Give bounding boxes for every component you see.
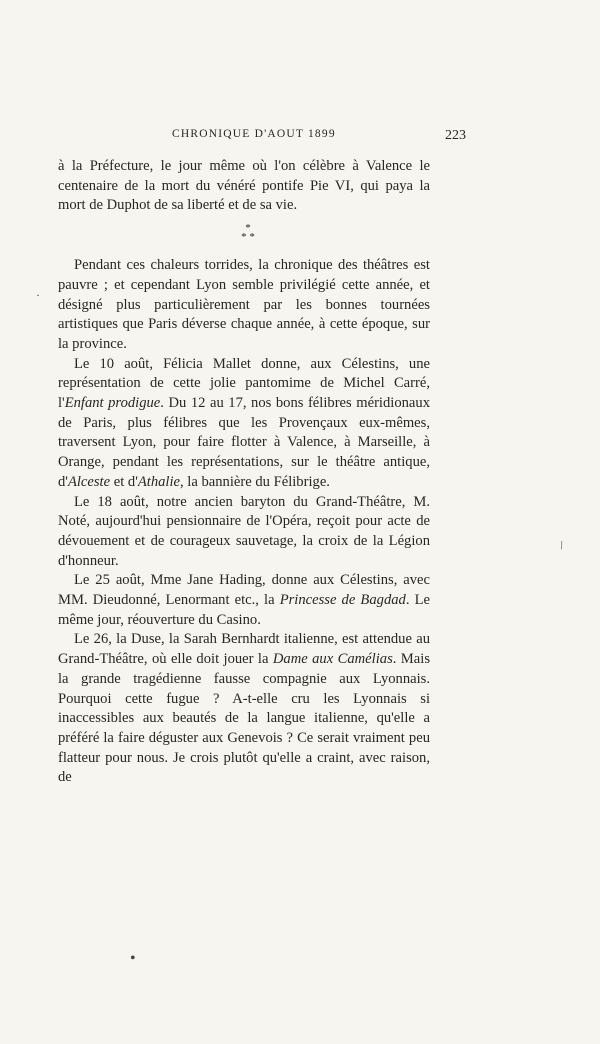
page-header (148, 128, 466, 148)
paragraph-theatres: Pendant ces chaleurs torrides, la chronique des théâtres est pauvre ; et cependant Lyon semble privilégié cette année, et désigné plus particulièrement par les bonnes tournées artistiques que Paris déverse chaque année, à cette époque, sur la province. (58, 257, 430, 352)
margin-speck: · (36, 288, 40, 302)
title-enfant-prodigue: Enfant prodigue (64, 395, 161, 412)
paragraph-26-aout (58, 630, 430, 788)
title-alceste: Alceste (67, 473, 111, 490)
text-run: . Le même jour, réouverture du Casino. (58, 592, 430, 628)
text-run: , la bannière du Félibrige. (180, 473, 330, 490)
page-number: 223 (445, 128, 466, 143)
asterism-separator (58, 224, 430, 242)
margin-speck: • (130, 950, 136, 967)
title-dame-aux-camelias: Dame aux Camélias (272, 651, 393, 668)
text-run: et d' (110, 473, 138, 490)
text-run: . Mais la grande tragédienne fausse compagnie aux Lyonnais. Pourquoi cette fugue ? A-t-elle cru les Lyonnais si inaccessibles aux beautés de la langue italienne, qu'elle a préféré la faire déguster aux Genevois ? Ce serait vraiment peu flatteur pour nous. Je crois plutôt qu'elle a craint, avec raison, de (58, 651, 430, 786)
text-run: . Du 12 au 17, nos bons félibres méridionaux de Paris, plus félibres que les Provençaux eux-mêmes, traversent Lyon, pour faire flotter à Valence, à Marseille, à Orange, pendant les représentations, sur le théâtre antique, d' (58, 395, 430, 490)
running-head: CHRONIQUE D'AOUT 1899 (172, 128, 336, 140)
body-text (58, 157, 430, 788)
paragraph-10-aout (58, 355, 430, 493)
title-athalie: Athalie (137, 473, 180, 490)
text-run: Le 25 août, Mme Jane Hading, donne aux Célestins, avec MM. Dieudonné, Lenormant etc., la (58, 572, 430, 609)
paragraph-18-aout: Le 18 août, notre ancien baryton du Grand-Théâtre, M. Noté, aujourd'hui pensionnaire de l'Opéra, reçoit pour acte de dévouement et de courageux sauvetage, la croix de la Légion d'honneur. (58, 493, 430, 569)
paragraph-25-aout (58, 571, 430, 630)
text-run: Le 10 août, Félicia Mallet donne, aux Célestins, une représentation de cette jolie pantomime de Michel Carré, l' (58, 355, 430, 412)
margin-speck: \ (557, 537, 566, 553)
text-run: Le 26, la Duse, la Sarah Bernhardt italienne, est attendue au Grand-Théâtre, où elle doit jouer la (58, 631, 430, 668)
asterism-top: * (245, 222, 251, 235)
title-princesse-de-bagdad: Princesse de Bagdad (279, 592, 406, 609)
paragraph-continuation: à la Préfecture, le jour même où l'on célèbre à Valence le centenaire de la mort du vénéré pontife Pie VI, qui paya la mort de Duphot de sa liberté et de sa vie. (58, 158, 430, 214)
asterism-bottom: * * (241, 231, 255, 244)
